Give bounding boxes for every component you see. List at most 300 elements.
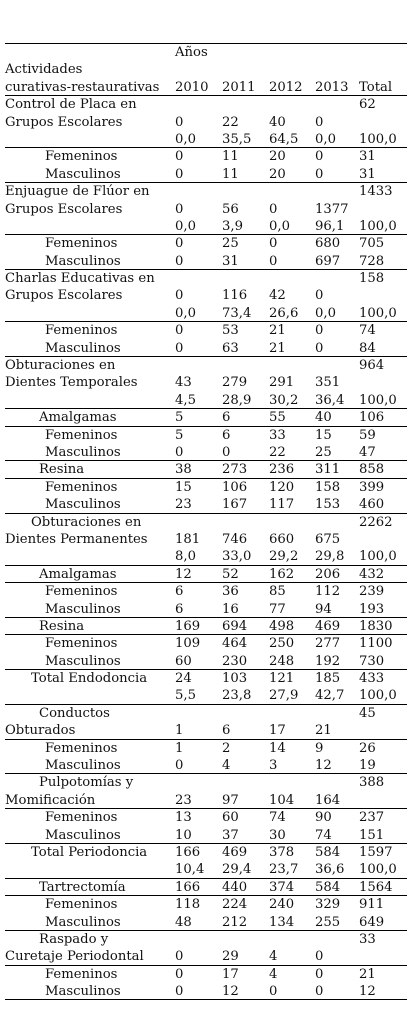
value-2011: 97 (222, 792, 239, 808)
value-2011: 53 (222, 323, 239, 339)
value-2013: 0 (315, 323, 324, 339)
value-2013: 1377 (315, 201, 349, 217)
value-2012: 42 (269, 288, 286, 304)
table-row (5, 601, 407, 618)
row-label: Enjuague de Flúor en (5, 184, 150, 200)
row-label: Masculinos (45, 827, 121, 843)
value-2010: 5 (175, 427, 184, 443)
value-2010: 0 (175, 149, 184, 165)
value-2012: 121 (269, 671, 295, 687)
value-total: 911 (359, 897, 385, 913)
value-2010: 109 (175, 636, 201, 652)
table-row (5, 531, 407, 548)
row-label: Masculinos (45, 444, 121, 460)
header-row-activities (5, 61, 407, 78)
value-2012: 250 (269, 636, 295, 652)
table-row (5, 705, 407, 722)
value-2013: 584 (315, 844, 341, 860)
value-2013: 185 (315, 671, 341, 687)
row-label: Masculinos (45, 497, 121, 513)
row-label: Dientes Permanentes (5, 531, 148, 547)
value-2011: 746 (222, 531, 248, 547)
row-label: Femeninos (45, 897, 118, 913)
value-total: 964 (359, 358, 385, 374)
value-2010: 0 (175, 444, 184, 460)
value-2011: 4 (222, 758, 231, 774)
table-row (5, 201, 407, 218)
table-row (5, 618, 407, 635)
value-2013: 42,7 (315, 688, 345, 704)
value-2011: 230 (222, 653, 248, 669)
table-row (5, 183, 407, 200)
value-total: 31 (359, 166, 376, 182)
row-label: Masculinos (45, 984, 121, 1000)
value-2013: 675 (315, 531, 341, 547)
table-row (5, 740, 407, 757)
table-row (5, 131, 407, 148)
value-2012: 162 (269, 566, 295, 582)
value-2013: 36,4 (315, 392, 345, 408)
value-2013: 29,8 (315, 549, 345, 565)
value-2010: 166 (175, 844, 201, 860)
table-row (5, 479, 407, 496)
value-2013: 90 (315, 810, 332, 826)
table-row (5, 861, 407, 878)
value-total: 33 (359, 931, 376, 947)
value-2012: 20 (269, 149, 286, 165)
row-label: Masculinos (45, 653, 121, 669)
row-label: Masculinos (45, 601, 121, 617)
value-total: 59 (359, 427, 376, 443)
value-2012: 26,6 (269, 305, 299, 321)
value-2010: 0,0 (175, 218, 196, 234)
value-total: 100,0 (359, 305, 397, 321)
value-2011: 167 (222, 497, 248, 513)
value-2011: 440 (222, 879, 248, 895)
table-row (5, 653, 407, 670)
row-label: Resina (39, 618, 85, 634)
value-2013: 0 (315, 288, 324, 304)
value-2011: 106 (222, 479, 248, 495)
value-2011: 212 (222, 914, 248, 930)
value-2013: 311 (315, 462, 341, 478)
value-total: 84 (359, 340, 376, 356)
value-2012: 20 (269, 166, 286, 182)
value-total: 730 (359, 653, 385, 669)
row-label: Amalgamas (39, 566, 117, 582)
value-2012: 0 (269, 253, 278, 269)
value-2011: 37 (222, 827, 239, 843)
column-header-2012: 2012 (269, 79, 303, 95)
value-2012: 40 (269, 114, 286, 130)
value-2013: 469 (315, 618, 341, 634)
value-2011: 73,4 (222, 305, 252, 321)
value-2012: 4 (269, 966, 278, 982)
table-row (5, 566, 407, 583)
row-label: Obturaciones en (5, 358, 116, 374)
row-label: Masculinos (45, 914, 121, 930)
value-2011: 116 (222, 288, 248, 304)
value-total: 47 (359, 444, 376, 460)
value-2010: 43 (175, 375, 192, 391)
value-2010: 0 (175, 288, 184, 304)
table-row (5, 670, 407, 687)
activities-label-line1: Actividades (5, 62, 83, 78)
value-2011: 103 (222, 671, 248, 687)
table-row (5, 235, 407, 252)
value-2010: 0 (175, 114, 184, 130)
row-label: Obturados (5, 723, 76, 739)
value-2012: 236 (269, 462, 295, 478)
row-label: Grupos Escolares (5, 201, 123, 217)
table-row (5, 931, 407, 948)
table-row (5, 461, 407, 478)
row-label: Femeninos (45, 479, 118, 495)
value-2013: 697 (315, 253, 341, 269)
value-2013: 153 (315, 497, 341, 513)
row-label: Pulpotomías y (39, 775, 134, 791)
value-total: 100,0 (359, 218, 397, 234)
value-2011: 12 (222, 984, 239, 1000)
value-2010: 38 (175, 462, 192, 478)
header-row-columns (5, 79, 407, 96)
value-2011: 0 (222, 444, 231, 460)
value-2013: 255 (315, 914, 341, 930)
table-row (5, 96, 407, 113)
table-row (5, 444, 407, 461)
row-label: Masculinos (45, 253, 121, 269)
value-2011: 60 (222, 810, 239, 826)
value-2013: 329 (315, 897, 341, 913)
years-label: Años (175, 45, 208, 60)
table-row (5, 948, 407, 965)
value-2011: 22 (222, 114, 239, 130)
value-2013: 9 (315, 740, 324, 756)
table-row (5, 827, 407, 844)
value-2013: 15 (315, 427, 332, 443)
value-2012: 291 (269, 375, 295, 391)
value-2012: 374 (269, 879, 295, 895)
table-row (5, 166, 407, 183)
value-2013: 36,6 (315, 862, 345, 878)
value-2012: 117 (269, 497, 295, 513)
table-row (5, 757, 407, 774)
activities-table (5, 44, 407, 1000)
value-2011: 33,0 (222, 549, 252, 565)
value-2011: 29 (222, 949, 239, 965)
row-label: Femeninos (45, 149, 118, 165)
value-2010: 8,0 (175, 549, 196, 565)
value-2013: 12 (315, 758, 332, 774)
value-total: 432 (359, 566, 385, 582)
value-2012: 74 (269, 810, 286, 826)
value-2013: 74 (315, 827, 332, 843)
value-2012: 240 (269, 897, 295, 913)
value-2013: 680 (315, 236, 341, 252)
table-row (5, 844, 407, 861)
value-2011: 63 (222, 340, 239, 356)
value-2013: 0 (315, 984, 324, 1000)
value-2013: 94 (315, 601, 332, 617)
row-label: Femeninos (45, 427, 118, 443)
row-label: Femeninos (45, 236, 118, 252)
value-2010: 181 (175, 531, 201, 547)
row-label: Total Periodoncia (31, 844, 148, 860)
value-2013: 40 (315, 410, 332, 426)
value-2010: 5 (175, 410, 184, 426)
value-2012: 0 (269, 201, 278, 217)
row-label: Femeninos (45, 323, 118, 339)
value-2012: 4 (269, 949, 278, 965)
value-2010: 24 (175, 671, 192, 687)
value-2012: 55 (269, 410, 286, 426)
value-2013: 112 (315, 584, 341, 600)
value-total: 19 (359, 758, 376, 774)
row-label: Grupos Escolares (5, 114, 123, 130)
row-label: Femeninos (45, 966, 118, 982)
value-2011: 29,4 (222, 862, 252, 878)
header-row-years (5, 44, 407, 61)
value-total: 433 (359, 671, 385, 687)
value-total: 1830 (359, 618, 393, 634)
row-label: Amalgamas (39, 410, 117, 426)
value-2010: 0 (175, 758, 184, 774)
value-2011: 2 (222, 740, 231, 756)
column-header-2013: 2013 (315, 79, 349, 95)
value-2013: 351 (315, 375, 341, 391)
value-2013: 21 (315, 723, 332, 739)
table-row (5, 287, 407, 304)
value-2012: 30,2 (269, 392, 299, 408)
value-2010: 169 (175, 618, 201, 634)
value-2012: 85 (269, 584, 286, 600)
value-2013: 158 (315, 479, 341, 495)
value-2012: 0 (269, 984, 278, 1000)
value-2013: 0 (315, 149, 324, 165)
value-2010: 1 (175, 740, 184, 756)
table-row (5, 374, 407, 391)
value-total: 100,0 (359, 862, 397, 878)
value-2010: 5,5 (175, 688, 196, 704)
value-2011: 3,9 (222, 218, 243, 234)
value-2011: 35,5 (222, 131, 252, 147)
row-label: Tartrectomía (39, 879, 126, 895)
table-row (5, 514, 407, 531)
value-2011: 52 (222, 566, 239, 582)
value-2012: 248 (269, 653, 295, 669)
row-label: Dientes Temporales (5, 375, 138, 391)
value-total: 1100 (359, 636, 393, 652)
row-label: Raspado y (39, 931, 109, 947)
table-row (5, 270, 407, 287)
value-2010: 0 (175, 984, 184, 1000)
value-2010: 10 (175, 827, 192, 843)
value-total: 1597 (359, 844, 393, 860)
value-2013: 277 (315, 636, 341, 652)
row-label: Total Endodoncia (31, 671, 148, 687)
row-label: Control de Placa en (5, 97, 137, 113)
table-row (5, 687, 407, 704)
value-2012: 378 (269, 844, 295, 860)
value-2013: 25 (315, 444, 332, 460)
value-total: 26 (359, 740, 376, 756)
value-2011: 11 (222, 149, 239, 165)
activities-label-line2: curativas-restaurativas (5, 79, 160, 95)
value-total: 649 (359, 914, 385, 930)
value-2012: 134 (269, 914, 295, 930)
value-2012: 498 (269, 618, 295, 634)
row-label: Momificación (5, 792, 96, 808)
row-label: Femeninos (45, 810, 118, 826)
row-label: Charlas Educativas en (5, 271, 155, 287)
row-label: Femeninos (45, 636, 118, 652)
value-total: 45 (359, 705, 376, 721)
value-total: 158 (359, 271, 385, 287)
value-2011: 36 (222, 584, 239, 600)
value-2010: 118 (175, 897, 201, 913)
table-row (5, 722, 407, 739)
table-row (5, 879, 407, 896)
value-2011: 464 (222, 636, 248, 652)
table-row (5, 409, 407, 426)
value-total: 74 (359, 323, 376, 339)
table-row (5, 774, 407, 791)
value-total: 399 (359, 479, 385, 495)
value-total: 62 (359, 97, 376, 113)
value-total: 239 (359, 584, 385, 600)
table-row (5, 427, 407, 444)
row-label: Masculinos (45, 166, 121, 182)
row-label: Grupos Escolares (5, 288, 123, 304)
row-label: Resina (39, 462, 85, 478)
value-2012: 21 (269, 340, 286, 356)
value-2010: 4,5 (175, 392, 196, 408)
table-row (5, 983, 407, 1000)
value-2011: 6 (222, 410, 231, 426)
value-2011: 273 (222, 462, 248, 478)
value-2012: 23,7 (269, 862, 299, 878)
value-2013: 0 (315, 949, 324, 965)
value-2010: 15 (175, 479, 192, 495)
row-label: Masculinos (45, 340, 121, 356)
value-2010: 0 (175, 323, 184, 339)
table-row (5, 218, 407, 235)
table-row (5, 635, 407, 652)
value-2010: 0 (175, 949, 184, 965)
value-2010: 0 (175, 253, 184, 269)
value-2010: 6 (175, 601, 184, 617)
value-total: 100,0 (359, 688, 397, 704)
value-2013: 96,1 (315, 218, 345, 234)
table-row (5, 583, 407, 600)
value-2012: 21 (269, 323, 286, 339)
table-row (5, 305, 407, 322)
value-2011: 17 (222, 966, 239, 982)
value-2010: 0 (175, 340, 184, 356)
value-total: 31 (359, 149, 376, 165)
value-total: 100,0 (359, 549, 397, 565)
value-total: 100,0 (359, 392, 397, 408)
value-total: 106 (359, 410, 385, 426)
value-total: 728 (359, 253, 385, 269)
value-2010: 0,0 (175, 305, 196, 321)
table-row (5, 340, 407, 357)
value-2012: 17 (269, 723, 286, 739)
value-2011: 31 (222, 253, 239, 269)
value-2012: 33 (269, 427, 286, 443)
value-2010: 0,0 (175, 131, 196, 147)
value-2013: 192 (315, 653, 341, 669)
table-row (5, 896, 407, 913)
column-header-2011: 2011 (222, 79, 256, 95)
table-row (5, 322, 407, 339)
value-2012: 0,0 (269, 218, 290, 234)
value-2012: 29,2 (269, 549, 299, 565)
value-total: 705 (359, 236, 385, 252)
value-2011: 25 (222, 236, 239, 252)
value-2013: 0,0 (315, 131, 336, 147)
value-2010: 10,4 (175, 862, 205, 878)
value-2012: 104 (269, 792, 295, 808)
table-row (5, 966, 407, 983)
table-row (5, 114, 407, 131)
value-2010: 1 (175, 723, 184, 739)
value-2011: 694 (222, 618, 248, 634)
value-2010: 0 (175, 236, 184, 252)
value-2012: 30 (269, 827, 286, 843)
row-label: Curetaje Periodontal (5, 949, 144, 965)
table-row (5, 809, 407, 826)
row-label: Conductos (39, 705, 110, 721)
value-2012: 0 (269, 236, 278, 252)
value-2010: 23 (175, 792, 192, 808)
value-2010: 0 (175, 966, 184, 982)
value-2010: 23 (175, 497, 192, 513)
value-2011: 279 (222, 375, 248, 391)
value-2010: 166 (175, 879, 201, 895)
table-row (5, 792, 407, 809)
value-2012: 64,5 (269, 131, 299, 147)
row-label: Obturaciones en (31, 514, 142, 530)
value-2011: 11 (222, 166, 239, 182)
value-2010: 0 (175, 166, 184, 182)
value-2010: 6 (175, 584, 184, 600)
value-2013: 0 (315, 340, 324, 356)
value-total: 2262 (359, 514, 393, 530)
row-label: Femeninos (45, 740, 118, 756)
value-total: 151 (359, 827, 385, 843)
value-2010: 48 (175, 914, 192, 930)
table-body (5, 96, 407, 1000)
value-2011: 56 (222, 201, 239, 217)
value-total: 12 (359, 984, 376, 1000)
table-row (5, 496, 407, 513)
value-2010: 13 (175, 810, 192, 826)
value-2011: 6 (222, 723, 231, 739)
table-row (5, 548, 407, 565)
value-2011: 23,8 (222, 688, 252, 704)
value-total: 100,0 (359, 131, 397, 147)
value-total: 858 (359, 462, 385, 478)
row-label: Femeninos (45, 584, 118, 600)
value-total: 237 (359, 810, 385, 826)
value-2010: 12 (175, 566, 192, 582)
value-2012: 27,9 (269, 688, 299, 704)
value-total: 1433 (359, 184, 393, 200)
table-row (5, 148, 407, 165)
value-2010: 60 (175, 653, 192, 669)
row-label: Masculinos (45, 758, 121, 774)
